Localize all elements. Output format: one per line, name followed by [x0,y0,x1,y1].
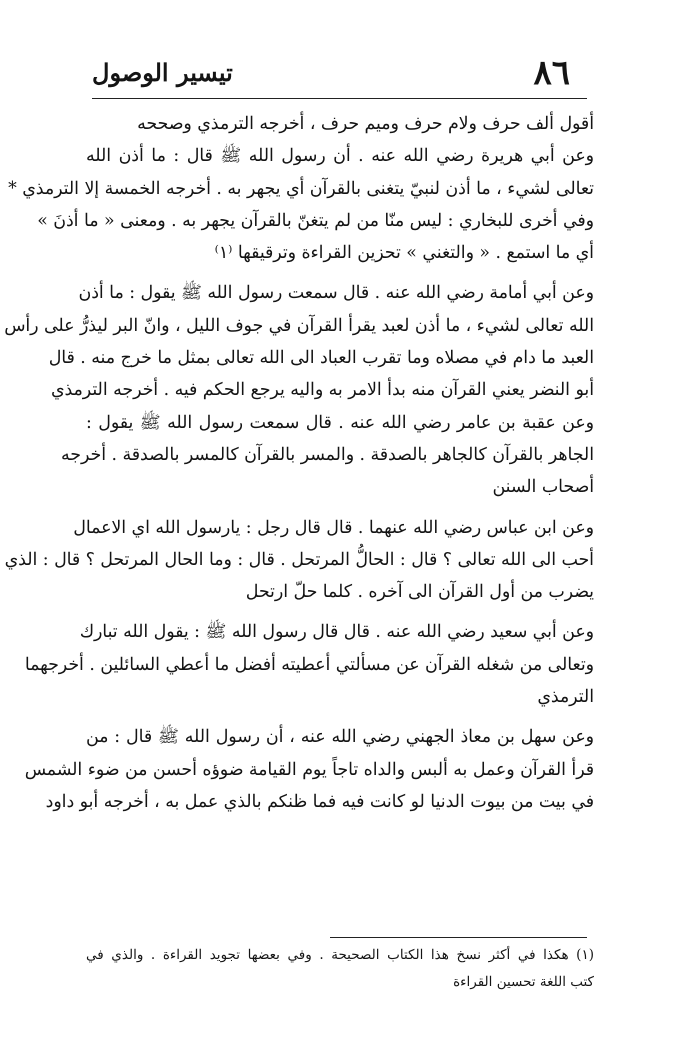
text-line: أصحاب السنن [492,477,594,498]
text-line: الجاهر بالقرآن كالجاهر بالصدقة . والمسر بالقرآن كالمسر بالصدقة . أخرجه [61,444,594,465]
text-line: العبد ما دام في مصلاه وما تقرب العباد الى الله تعالى بمثل ما خرج منه . قال [48,348,594,369]
text-line: قرأ القرآن وعمل به ألبس والداه تاجاً يوم القيامة ضوؤه أحسن من ضوء الشمس [24,759,594,780]
page-header [92,50,570,96]
footnote-rule [330,937,587,938]
text-line: أي ما استمع . « والتغني » تحزين القراءة وترقيقها ⁽١⁾ [214,243,594,264]
text-line: وعن أبي سعيد رضي الله عنه . قال قال رسول الله ﷺ : يقول الله تبارك [79,622,594,643]
header-rule [92,98,587,99]
text-line: الله تعالى لشيء ، ما أذن لعبد يقرأ القرآن في جوف الليل ، وانّ البر ليذرُّ على رأس [4,315,594,336]
text-line: أبو النضر يعني القرآن منه بدأ الامر به واليه يرجع الحكم فيه . أخرجه الترمذي [50,380,594,401]
text-line: وفي أخرى للبخاري : ليس منّا من لم يتغنّ بالقرآن يجهر به . ومعنى « ما أذنَ » [37,210,594,231]
running-title: تيسير الوصول [92,58,233,87]
text-line: في بيت من بيوت الدنيا لو كانت فيه فما ظنكم بالذي عمل به ، أخرجه أبو داود [45,791,594,812]
main-text [4,108,594,818]
footnotes [86,942,594,996]
footnote-line: (١) هكذا في أكثر نسخ هذا الكتاب الصحيحة . وفي بعضها تجويد القراءة . والذي في [86,947,594,963]
text-line: أحب الى الله تعالى ؟ قال : الحالُّ المرتحل . قال : وما الحال المرتحل ؟ قال : الذي [4,549,594,570]
footnote-line: كتب اللغة تحسين القراءة [453,974,594,990]
text-line: تعالى لشيء ، ما أذن لنبيّ يتغنى بالقرآن أي يجهر به . أخرجه الخمسة إلا الترمذي * [8,178,594,199]
text-line: أقول ألف حرف ولام حرف وميم حرف ، أخرجه الترمذي وصححه [137,114,594,134]
text-line: وعن أبي أمامة رضي الله عنه . قال سمعت رسول الله ﷺ يقول : ما أذن [78,283,594,304]
page-number: ٨٦ [533,53,570,93]
text-line: يضرب من أول القرآن الى آخره . كلما حلّ ارتحل [245,582,594,603]
text-line: وتعالى من شغله القرآن عن مسألتي أعطيته أفضل ما أعطي السائلين . أخرجهما [24,654,594,675]
text-line: الترمذي [537,687,594,708]
text-line: وعن ابن عباس رضي الله عنهما . قال قال رجل : يارسول الله اي الاعمال [73,517,594,538]
text-line: وعن سهل بن معاذ الجهني رضي الله عنه ، أن رسول الله ﷺ قال : من [86,727,594,748]
text-line: وعن أبي هريرة رضي الله عنه . أن رسول الله ﷺ قال : ما أذن الله [86,146,594,167]
text-line: وعن عقبة بن عامر رضي الله عنه . قال سمعت رسول الله ﷺ يقول : [86,412,594,433]
